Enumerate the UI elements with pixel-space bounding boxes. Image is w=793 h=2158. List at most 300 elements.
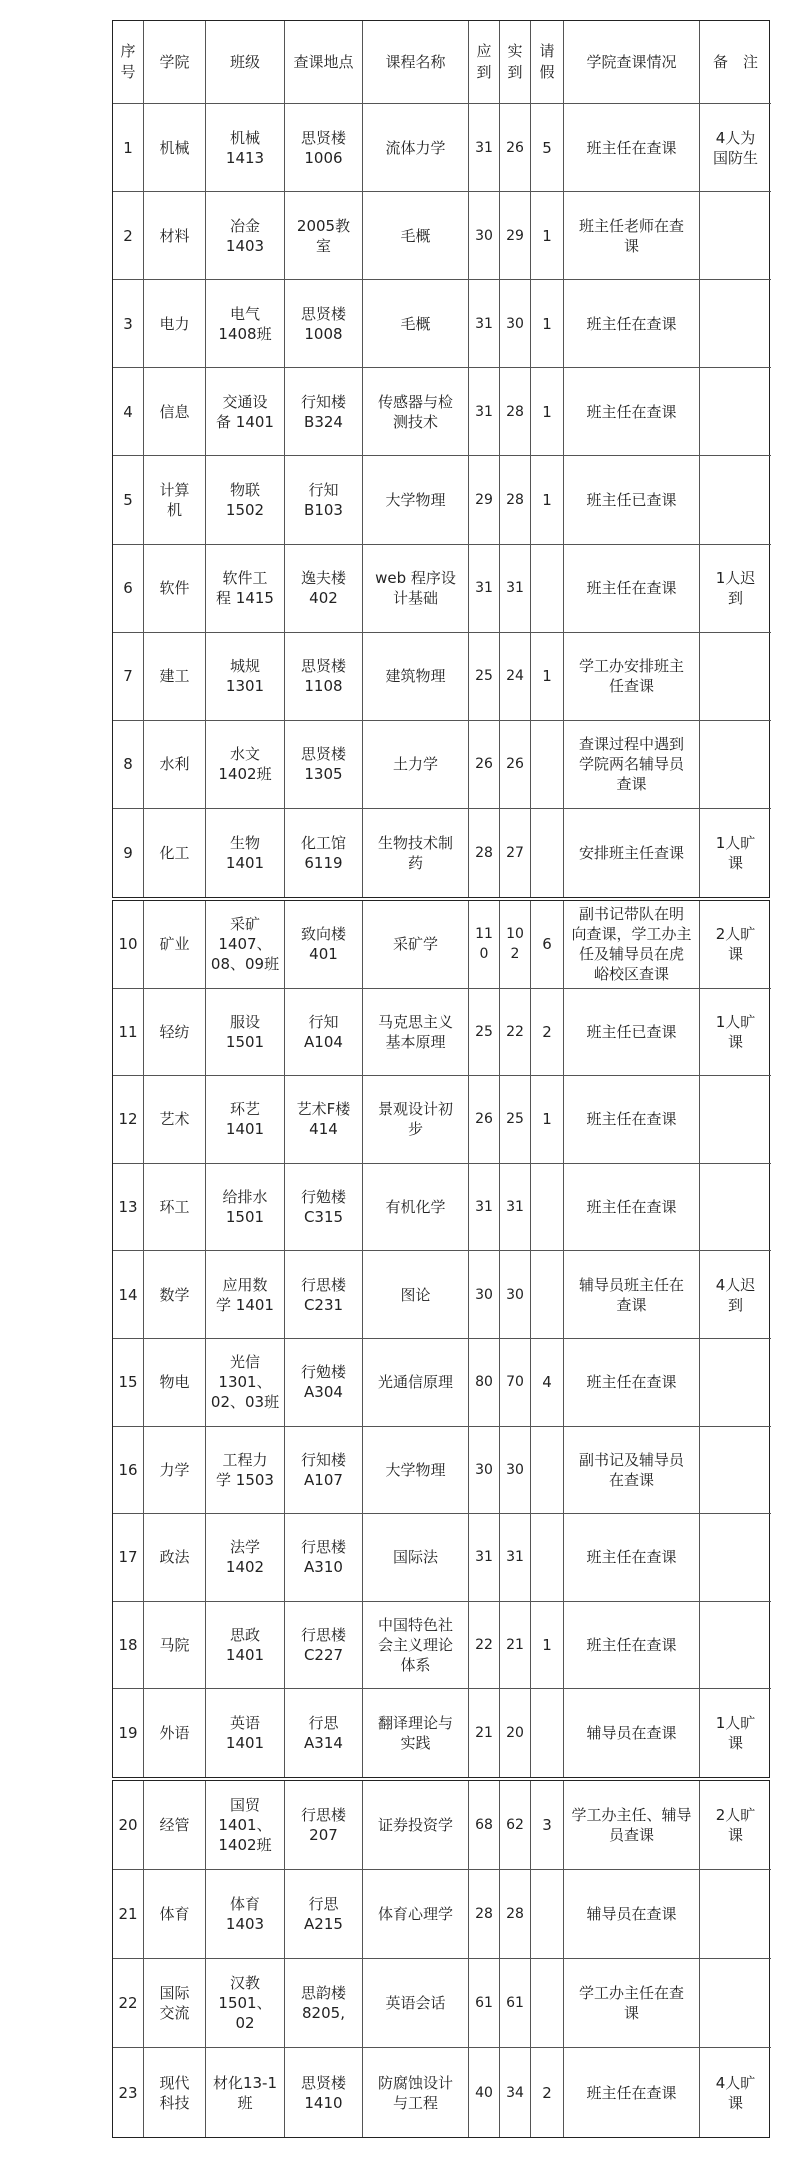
- cell-inspection: [564, 721, 700, 809]
- cell-course-text: 土力学: [392, 755, 438, 774]
- cell-college-text: 建工: [159, 667, 190, 686]
- cell-course: [363, 545, 469, 633]
- cell-present-text: 30: [506, 315, 524, 332]
- cell-college: [144, 1076, 206, 1164]
- cell-expected: [469, 1514, 500, 1602]
- cell-college-text: 政法: [159, 1548, 190, 1567]
- cell-expected-text: 40: [475, 2084, 493, 2101]
- cell-course-text: 采矿学: [392, 935, 438, 954]
- cell-location-text: 思贤楼 1006: [300, 128, 346, 167]
- cell-inspection: [564, 1076, 700, 1164]
- attendance-table: [112, 20, 770, 2138]
- header-expected-text: 应到: [476, 42, 492, 81]
- cell-location-text: 2005教 室: [296, 216, 351, 255]
- cell-inspection-text: 班主任在查课: [586, 314, 677, 333]
- cell-index: [113, 1689, 144, 1777]
- cell-index-text: 17: [118, 1548, 138, 1567]
- cell-expected: [469, 1870, 500, 1959]
- cell-remarks: [700, 1870, 771, 1959]
- cell-class-text: 环艺 1401: [225, 1100, 265, 1139]
- cell-location-text: 行思 A215: [304, 1895, 343, 1933]
- cell-location-text: 行勉楼 A304: [300, 1363, 346, 1402]
- cell-course: [363, 368, 469, 456]
- cell-inspection: [564, 633, 700, 721]
- cell-location: [285, 809, 363, 897]
- cell-leave: [531, 809, 564, 897]
- cell-remarks: [700, 456, 771, 544]
- cell-present-text: 25: [506, 1111, 524, 1128]
- cell-leave-text: 1: [542, 1110, 552, 1129]
- cell-location: [285, 1164, 363, 1252]
- cell-remarks: [700, 1689, 771, 1777]
- cell-index-text: 21: [118, 1905, 138, 1923]
- cell-expected-text: 31: [475, 1549, 493, 1566]
- cell-expected: [469, 545, 500, 633]
- cell-location-text: 行思 A314: [304, 1714, 343, 1753]
- cell-location-text: 逸夫楼 402: [300, 569, 346, 608]
- cell-inspection: [564, 1602, 700, 1690]
- cell-location: [285, 192, 363, 280]
- cell-present: [500, 809, 531, 897]
- cell-leave-text: 2: [542, 2083, 552, 2102]
- cell-leave: [531, 1689, 564, 1777]
- cell-course: [363, 1427, 469, 1515]
- cell-remarks-text: 2人旷 课: [715, 925, 756, 964]
- header-present-text: 实到: [507, 42, 523, 81]
- cell-course-text: 大学物理: [385, 1460, 446, 1479]
- cell-inspection-text: 班主任在查课: [586, 1548, 677, 1567]
- cell-class: [206, 192, 285, 280]
- cell-course-text: web 程序设 计基础: [375, 569, 456, 608]
- cell-class: [206, 989, 285, 1077]
- cell-index-text: 8: [123, 755, 133, 774]
- cell-present: [500, 1689, 531, 1777]
- cell-college: [144, 721, 206, 809]
- cell-leave: [531, 104, 564, 192]
- cell-index-text: 15: [118, 1373, 138, 1392]
- cell-class-text: 体育 1403: [225, 1895, 265, 1933]
- cell-college-text: 力学: [159, 1460, 190, 1479]
- cell-index: [113, 1514, 144, 1602]
- cell-leave: [531, 1602, 564, 1690]
- cell-present: [500, 1427, 531, 1515]
- cell-inspection: [564, 1689, 700, 1777]
- cell-inspection: [564, 1781, 700, 1870]
- cell-college-text: 轻纺: [159, 1022, 190, 1041]
- cell-class-text: 机械 1413: [225, 128, 265, 167]
- cell-inspection-text: 辅导员在查课: [586, 1905, 677, 1923]
- cell-college: [144, 1870, 206, 1959]
- cell-inspection: [564, 2048, 700, 2137]
- cell-course: [363, 1514, 469, 1602]
- cell-college-text: 体育: [159, 1905, 190, 1923]
- cell-class-text: 思政 1401: [225, 1626, 265, 1665]
- cell-location: [285, 368, 363, 456]
- cell-present: [500, 633, 531, 721]
- cell-present-text: 31: [506, 580, 524, 597]
- cell-course-text: 国际法: [392, 1548, 438, 1567]
- cell-remarks: [700, 2048, 771, 2137]
- cell-present: [500, 721, 531, 809]
- cell-course: [363, 456, 469, 544]
- cell-class: [206, 1076, 285, 1164]
- cell-remarks: [700, 1164, 771, 1252]
- cell-present: [500, 1076, 531, 1164]
- cell-location: [285, 280, 363, 368]
- cell-class: [206, 1602, 285, 1690]
- cell-inspection: [564, 1339, 700, 1427]
- cell-class: [206, 901, 285, 989]
- cell-remarks-text: 1人迟 到: [715, 569, 756, 608]
- cell-class-text: 生物 1401: [225, 833, 265, 872]
- cell-location-text: 行知楼 B324: [300, 392, 346, 431]
- cell-inspection-text: 学工办安排班主 任查课: [578, 657, 684, 696]
- cell-leave-text: 6: [542, 935, 552, 954]
- cell-expected-text: 80: [475, 1374, 493, 1391]
- cell-expected: [469, 989, 500, 1077]
- cell-leave: [531, 1427, 564, 1515]
- cell-leave: [531, 456, 564, 544]
- cell-leave-text: 1: [542, 226, 552, 245]
- cell-remarks: [700, 1959, 771, 2048]
- cell-location: [285, 1076, 363, 1164]
- cell-expected-text: 31: [475, 139, 493, 156]
- cell-class-text: 材化13-1 班: [212, 2073, 278, 2112]
- cell-remarks: [700, 1514, 771, 1602]
- cell-remarks: [700, 1339, 771, 1427]
- cell-present: [500, 368, 531, 456]
- header-location-text: 查课地点: [293, 52, 354, 71]
- cell-inspection: [564, 368, 700, 456]
- cell-present: [500, 989, 531, 1077]
- cell-college-text: 机械: [159, 138, 190, 157]
- cell-present-text: 20: [506, 1725, 524, 1742]
- cell-index: [113, 989, 144, 1077]
- cell-class-text: 水文 1402班: [218, 745, 272, 784]
- header-location: [285, 21, 363, 104]
- cell-remarks-text: 1人旷 课: [715, 1012, 756, 1051]
- cell-college-text: 经管: [159, 1816, 190, 1834]
- cell-location-text: 行思楼 C227: [300, 1626, 346, 1665]
- cell-college: [144, 1959, 206, 2048]
- cell-college: [144, 1781, 206, 1870]
- cell-inspection: [564, 545, 700, 633]
- cell-class-text: 软件工 程 1415: [216, 569, 274, 608]
- cell-class: [206, 368, 285, 456]
- cell-college: [144, 633, 206, 721]
- cell-college-text: 现代 科技: [159, 2073, 190, 2112]
- cell-location: [285, 1959, 363, 2048]
- cell-college: [144, 1164, 206, 1252]
- cell-college-text: 电力: [159, 314, 190, 333]
- cell-inspection-text: 班主任在查课: [586, 402, 677, 421]
- cell-course-text: 传感器与检 测技术: [377, 392, 453, 431]
- cell-index: [113, 456, 144, 544]
- cell-course-text: 图论: [400, 1285, 431, 1304]
- cell-present: [500, 1339, 531, 1427]
- cell-leave: [531, 192, 564, 280]
- cell-present: [500, 104, 531, 192]
- header-class-text: 班级: [229, 52, 260, 71]
- cell-leave-text: 1: [542, 667, 552, 686]
- cell-remarks: [700, 1251, 771, 1339]
- cell-college-text: 艺术: [159, 1110, 190, 1129]
- cell-course-text: 中国特色社 会主义理论 体系: [377, 1616, 453, 1675]
- cell-course: [363, 1251, 469, 1339]
- cell-class: [206, 280, 285, 368]
- cell-leave-text: 5: [542, 138, 552, 157]
- cell-expected-text: 31: [475, 580, 493, 597]
- cell-index-text: 20: [118, 1816, 138, 1834]
- cell-expected-text: 110: [475, 926, 493, 963]
- cell-expected-text: 25: [475, 1023, 493, 1040]
- cell-leave-text: 3: [542, 1816, 552, 1834]
- cell-index-text: 10: [118, 935, 138, 954]
- cell-expected-text: 30: [475, 227, 493, 244]
- cell-course: [363, 721, 469, 809]
- cell-class: [206, 104, 285, 192]
- cell-college: [144, 1339, 206, 1427]
- header-course-text: 课程名称: [385, 52, 446, 71]
- cell-location-text: 行思楼 A310: [300, 1538, 346, 1577]
- cell-index: [113, 1870, 144, 1959]
- cell-class-text: 汉教 1501、02: [218, 1974, 272, 2032]
- cell-class: [206, 1339, 285, 1427]
- cell-inspection: [564, 1870, 700, 1959]
- cell-remarks: [700, 1602, 771, 1690]
- cell-course-text: 有机化学: [385, 1198, 446, 1217]
- cell-present-text: 24: [506, 668, 524, 685]
- cell-present-text: 102: [506, 926, 524, 963]
- cell-expected: [469, 1959, 500, 2048]
- cell-location-text: 行勉楼 C315: [300, 1188, 346, 1227]
- cell-leave: [531, 1076, 564, 1164]
- cell-leave: [531, 989, 564, 1077]
- cell-present-text: 31: [506, 1549, 524, 1566]
- cell-expected: [469, 104, 500, 192]
- cell-present-text: 22: [506, 1023, 524, 1040]
- cell-class-text: 物联 1502: [225, 480, 265, 519]
- cell-present-text: 27: [506, 844, 524, 861]
- header-leave-text: 请假: [539, 42, 555, 81]
- cell-present-text: 61: [506, 1995, 524, 2011]
- cell-present: [500, 1514, 531, 1602]
- cell-expected: [469, 2048, 500, 2137]
- cell-leave-text: 2: [542, 1022, 552, 1041]
- cell-present: [500, 280, 531, 368]
- cell-expected-text: 29: [475, 491, 493, 508]
- cell-inspection: [564, 104, 700, 192]
- header-inspection: [564, 21, 700, 104]
- cell-college-text: 数学: [159, 1285, 190, 1304]
- cell-college: [144, 1514, 206, 1602]
- cell-location: [285, 989, 363, 1077]
- cell-college-text: 化工: [159, 843, 190, 862]
- cell-course-text: 翻译理论与 实践: [377, 1714, 453, 1753]
- cell-location: [285, 721, 363, 809]
- cell-present: [500, 901, 531, 989]
- cell-leave-text: 1: [542, 314, 552, 333]
- header-expected: [469, 21, 500, 104]
- cell-college: [144, 368, 206, 456]
- cell-index-text: 5: [123, 490, 133, 509]
- cell-present-text: 28: [506, 1906, 524, 1922]
- cell-class: [206, 1427, 285, 1515]
- cell-college-text: 计算 机: [159, 480, 190, 519]
- cell-expected-text: 25: [475, 668, 493, 685]
- cell-expected-text: 21: [475, 1725, 493, 1742]
- cell-index: [113, 545, 144, 633]
- cell-course-text: 光通信原理: [377, 1373, 453, 1392]
- cell-location-text: 思贤楼 1305: [300, 745, 346, 784]
- cell-location-text: 思贤楼 1008: [300, 304, 346, 343]
- cell-present-text: 29: [506, 227, 524, 244]
- cell-expected-text: 30: [475, 1286, 493, 1303]
- cell-course-text: 防腐蚀设计 与工程: [377, 2073, 453, 2112]
- cell-expected: [469, 456, 500, 544]
- cell-present-text: 26: [506, 756, 524, 773]
- cell-location: [285, 633, 363, 721]
- header-remarks-text: 备 注: [712, 52, 758, 71]
- cell-college: [144, 2048, 206, 2137]
- cell-leave: [531, 1514, 564, 1602]
- cell-leave: [531, 721, 564, 809]
- cell-expected: [469, 1781, 500, 1870]
- cell-index: [113, 1251, 144, 1339]
- cell-index: [113, 280, 144, 368]
- cell-remarks-text: 1人旷 课: [715, 1714, 756, 1753]
- cell-college-text: 信息: [159, 402, 190, 421]
- cell-class-text: 电气 1408班: [218, 304, 272, 343]
- cell-inspection-text: 班主任在查课: [586, 138, 677, 157]
- cell-class: [206, 1689, 285, 1777]
- cell-college: [144, 1427, 206, 1515]
- cell-expected: [469, 1164, 500, 1252]
- header-college-text: 学院: [159, 52, 190, 71]
- cell-course-text: 英语会话: [385, 1994, 446, 2012]
- cell-class: [206, 456, 285, 544]
- cell-index-text: 13: [118, 1198, 138, 1217]
- cell-inspection-text: 班主任在查课: [586, 1110, 677, 1129]
- cell-remarks-text: 2人旷 课: [715, 1806, 756, 1844]
- cell-college-text: 国际 交流: [159, 1984, 190, 2022]
- cell-course: [363, 1870, 469, 1959]
- cell-location: [285, 901, 363, 989]
- cell-class-text: 工程力 学 1503: [216, 1450, 274, 1489]
- cell-present-text: 26: [506, 139, 524, 156]
- cell-expected-text: 28: [475, 844, 493, 861]
- cell-index: [113, 721, 144, 809]
- cell-inspection: [564, 192, 700, 280]
- cell-present: [500, 1602, 531, 1690]
- cell-inspection: [564, 1427, 700, 1515]
- cell-course: [363, 1689, 469, 1777]
- cell-college: [144, 545, 206, 633]
- cell-expected-text: 28: [475, 1906, 493, 1922]
- cell-location-text: 化工馆 6119: [300, 833, 346, 872]
- cell-present: [500, 1251, 531, 1339]
- cell-college: [144, 1689, 206, 1777]
- cell-expected: [469, 280, 500, 368]
- cell-remarks: [700, 545, 771, 633]
- cell-class-text: 冶金 1403: [225, 216, 265, 255]
- cell-inspection-text: 辅导员班主任在 查课: [578, 1275, 684, 1314]
- cell-inspection-text: 班主任已查课: [586, 1022, 677, 1041]
- cell-expected: [469, 1076, 500, 1164]
- cell-remarks: [700, 1781, 771, 1870]
- cell-present: [500, 545, 531, 633]
- cell-class-text: 城规 1301: [225, 657, 265, 696]
- cell-index-text: 14: [118, 1285, 138, 1304]
- cell-present: [500, 456, 531, 544]
- cell-inspection-text: 班主任已查课: [586, 490, 677, 509]
- cell-index-text: 22: [118, 1994, 138, 2012]
- cell-class-text: 国贸 1401、 1402班: [218, 1796, 272, 1854]
- cell-location: [285, 1602, 363, 1690]
- header-course: [363, 21, 469, 104]
- cell-course-text: 体育心理学: [377, 1905, 453, 1923]
- cell-inspection: [564, 280, 700, 368]
- cell-inspection-text: 班主任老师在查 课: [578, 216, 684, 255]
- cell-course-text: 马克思主义 基本原理: [377, 1012, 453, 1051]
- cell-remarks: [700, 1427, 771, 1515]
- cell-location-text: 思贤楼 1410: [300, 2073, 346, 2112]
- cell-present: [500, 1164, 531, 1252]
- cell-inspection-text: 学工办主任在查 课: [578, 1984, 684, 2022]
- cell-course-text: 景观设计初 步: [377, 1100, 453, 1139]
- cell-inspection-text: 班主任在查课: [586, 579, 677, 598]
- cell-location-text: 行知 B103: [304, 480, 343, 519]
- cell-class-text: 应用数 学 1401: [216, 1275, 274, 1314]
- cell-college: [144, 989, 206, 1077]
- cell-college-text: 物电: [159, 1373, 190, 1392]
- cell-leave: [531, 1781, 564, 1870]
- cell-inspection: [564, 1514, 700, 1602]
- cell-class: [206, 721, 285, 809]
- cell-location-text: 致向楼 401: [300, 925, 346, 964]
- cell-inspection: [564, 456, 700, 544]
- cell-college-text: 环工: [159, 1198, 190, 1217]
- cell-remarks: [700, 809, 771, 897]
- cell-remarks: [700, 989, 771, 1077]
- cell-remarks-text: 1人旷 课: [715, 833, 756, 872]
- cell-location-text: 行知楼 A107: [300, 1450, 346, 1489]
- cell-index-text: 16: [118, 1460, 138, 1479]
- cell-index: [113, 1339, 144, 1427]
- cell-remarks: [700, 1076, 771, 1164]
- cell-inspection: [564, 1164, 700, 1252]
- cell-location: [285, 1781, 363, 1870]
- cell-class: [206, 1251, 285, 1339]
- cell-index-text: 18: [118, 1636, 138, 1655]
- cell-leave-text: 1: [542, 402, 552, 421]
- cell-location-text: 艺术F楼 414: [296, 1100, 351, 1139]
- cell-course: [363, 1164, 469, 1252]
- cell-class-text: 光信 1301、 02、03班: [210, 1353, 280, 1412]
- cell-college-text: 软件: [159, 579, 190, 598]
- cell-present-text: 30: [506, 1461, 524, 1478]
- cell-expected-text: 68: [475, 1817, 493, 1833]
- cell-remarks: [700, 192, 771, 280]
- cell-remarks: [700, 280, 771, 368]
- cell-present: [500, 1781, 531, 1870]
- cell-inspection-text: 班主任在查课: [586, 2083, 677, 2102]
- cell-class: [206, 2048, 285, 2137]
- cell-index-text: 3: [123, 314, 133, 333]
- cell-expected-text: 26: [475, 1111, 493, 1128]
- header-class: [206, 21, 285, 104]
- cell-course: [363, 1781, 469, 1870]
